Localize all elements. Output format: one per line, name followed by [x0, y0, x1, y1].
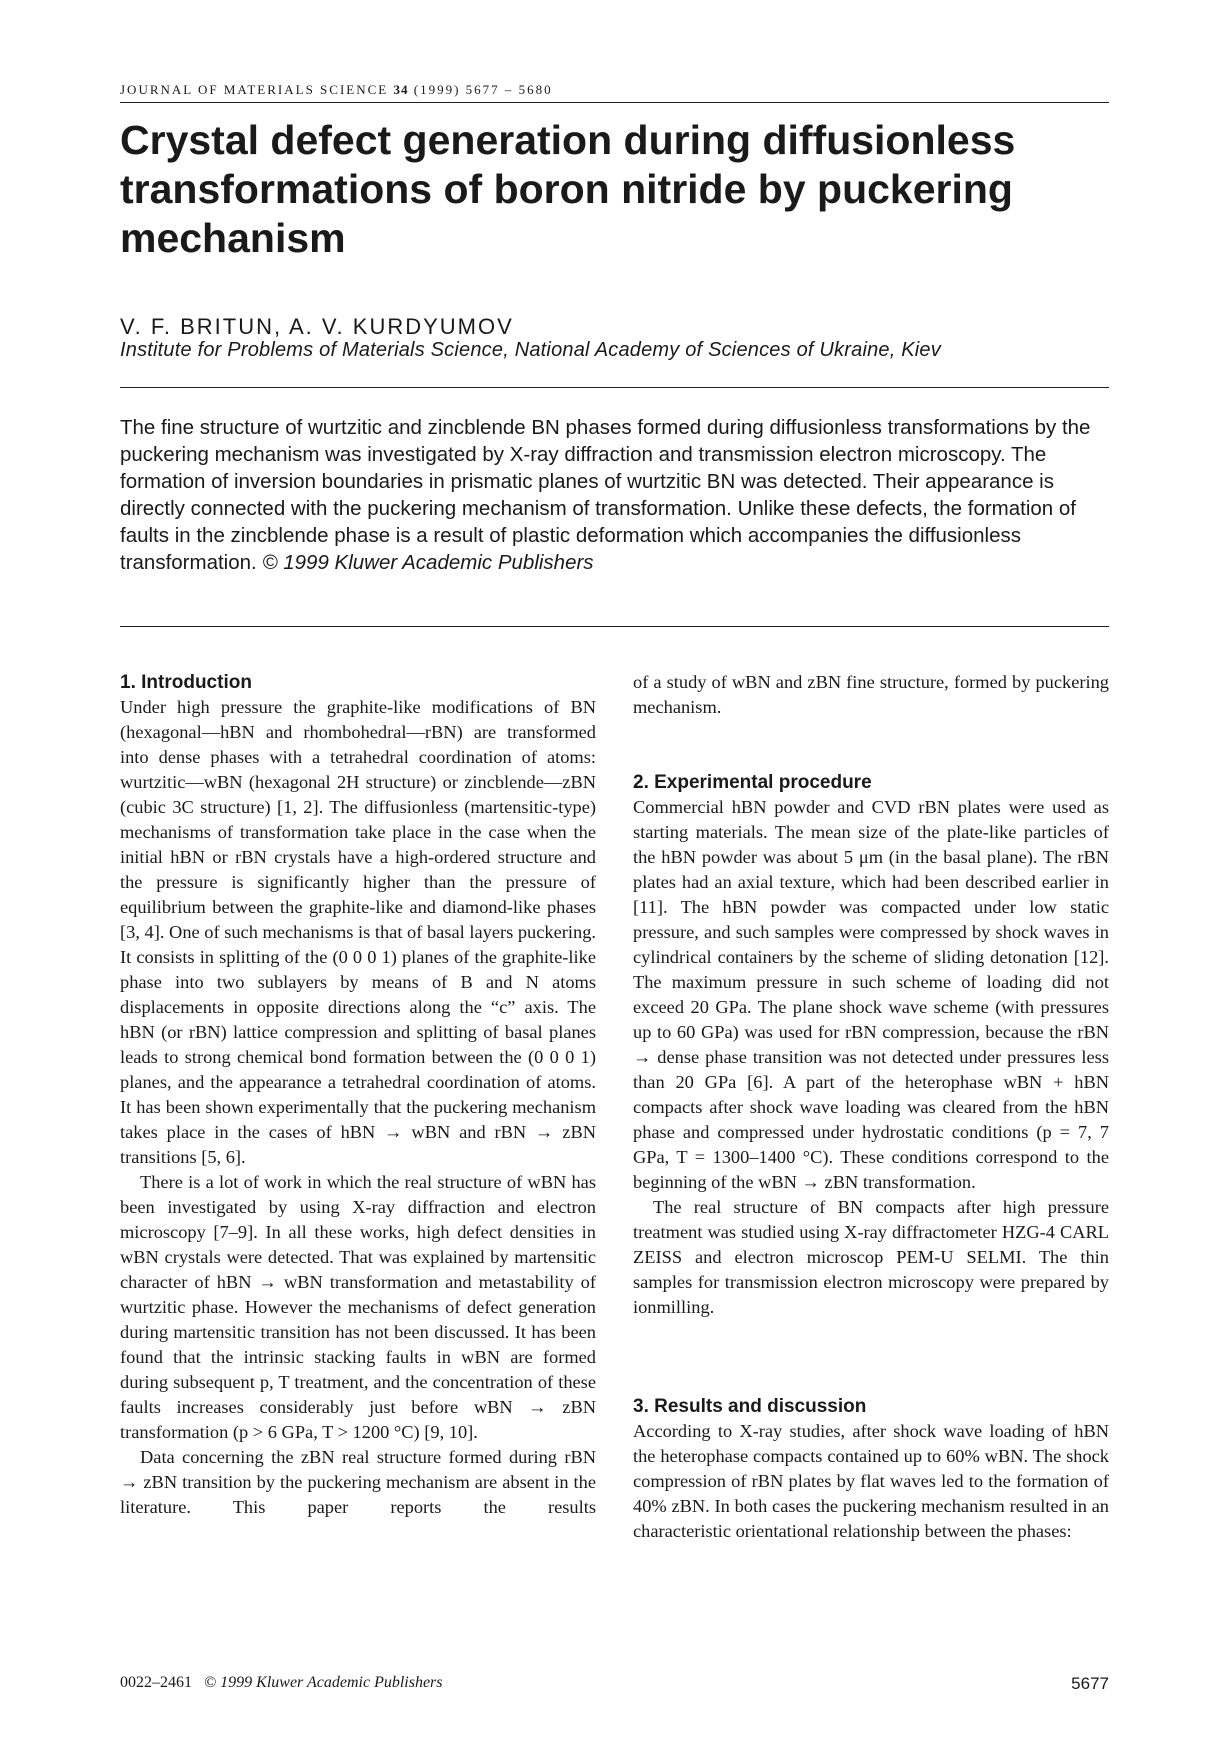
article-affiliation: Institute for Problems of Materials Science, National Academy of Sciences of Ukraine, Kiev: [120, 339, 941, 361]
introduction-heading: 1. Introduction: [120, 672, 252, 693]
experimental-paragraph-2: The real structure of BN compacts after high pressure treatment was studied using X-ray diffractometer HZG-4 CARL ZEISS and electron microscop PEM-U SELMI. The thin samples for transmission electron microscopy were prepared by ionmilling.: [633, 1197, 1109, 1317]
footer-issn-copyright: [120, 1674, 443, 1692]
article-authors: V. F. BRITUN, A. V. KURDYUMOV: [120, 314, 514, 339]
abstract-text: The fine structure of wurtzitic and zincblende BN phases formed during diffusionless transformations by the puckering mechanism was investigated by X-ray diffraction and transmission electron microscopy. The formation of inversion boundaries in prismatic planes of wurtzitic BN was detected. Their appearance is directly connected with the puckering mechanism of transformation. Unlike these defects, the formation of faults in the zincblende phase is a result of plastic deformation which accompanies the diffusionless transformation.: [120, 416, 1091, 574]
introduction-paragraph-3: Data concerning the zBN real structure formed during rBN → zBN transition by the puckering mechanism are absent in the literature. This paper reports the results: [120, 1447, 596, 1517]
journal-header: [120, 82, 1109, 103]
results-heading: 3. Results and discussion: [633, 1396, 867, 1417]
left-column: [120, 670, 596, 1520]
abstract-copyright: © 1999 Kluwer Academic Publishers: [262, 551, 594, 574]
introduction-paragraph-2: There is a lot of work in which the real structure of wBN has been investigated by using X-ray diffraction and electron microscopy [7–9]. In all these works, high defect densities in wBN crystals were detected. That was explained by martensitic character of hBN → wBN transformation and metastability of wurtzitic phase. However the mechanisms of defect generation during martensitic transition has not been discussed. It has been found that the intrinsic stacking faults in wBN are formed during subsequent p, T treatment, and the concentration of these faults increases considerably just before wBN → zBN transformation (p > 6 GPa, T > 1200 °C) [9, 10].: [120, 1172, 596, 1442]
right-column: [633, 670, 1109, 1544]
results-paragraph-1: According to X-ray studies, after shock wave loading of hBN the heterophase compacts contained up to 60% wBN. The shock compression of rBN plates by flat waves led to the formation of 40% zBN. In both cases the puckering mechanism resulted in an characteristic orientational relationship between the phases:: [633, 1421, 1109, 1541]
introduction-paragraph-3-continued: of a study of wBN and zBN fine structure, formed by puckering mechanism.: [633, 672, 1109, 717]
abstract-bottom-divider: [120, 626, 1109, 627]
abstract: [120, 414, 1109, 576]
paper-page: [120, 0, 1109, 1748]
journal-year-pages: (1999) 5677 – 5680: [413, 82, 553, 97]
footer-copyright: © 1999 Kluwer Academic Publishers: [204, 1674, 443, 1691]
experimental-paragraph-1: Commercial hBN powder and CVD rBN plates were used as starting materials. The mean size of the plate-like particles of the hBN powder was about 5 μm (in the basal plane). The rBN plates had an axial texture, which had been described earlier in [11]. The hBN powder was compacted under low static pressure, and such samples were compressed by shock waves in cylindrical containers by the scheme of sliding detonation [12]. The maximum pressure in such scheme of loading did not exceed 20 GPa. The plane shock wave scheme (with pressures up to 60 GPa) was used for rBN compression, because the rBN → dense phase transition was not detected under pressures less than 20 GPa [6]. A part of the heterophase wBN + hBN compacts after shock wave loading was cleared from the hBN phase and compressed under hydrostatic conditions (p = 7, 7 GPa, T = 1300–1400 °C). These conditions correspond to the beginning of the wBN → zBN transformation.: [633, 797, 1109, 1192]
journal-volume: 34: [393, 82, 409, 97]
article-title: Crystal defect generation during diffusionless transformations of boron nitride by puckering mechanism: [120, 117, 1016, 261]
footer-issn: 0022–2461: [120, 1674, 192, 1691]
page-number: 5677: [1071, 1674, 1109, 1693]
journal-name: JOURNAL OF MATERIALS SCIENCE: [120, 82, 389, 97]
abstract-top-divider: [120, 387, 1109, 388]
introduction-paragraph-1: Under high pressure the graphite-like modifications of BN (hexagonal—hBN and rhombohedral—rBN) are transformed into dense phases with a tetrahedral coordination of atoms: wurtzitic—wBN (hexagonal 2H structure) or zincblende—zBN (cubic 3C structure) [1, 2]. The diffusionless (martensitic-type) mechanisms of transformation take place in the case when the initial hBN or rBN crystals have a high-ordered structure and the pressure is significantly higher than the pressure of equilibrium between the graphite-like and diamond-like phases [3, 4]. One of such mechanisms is that of basal layers puckering. It consists in splitting of the (0 0 0 1) planes of the graphite-like phase into two sublayers by means of B and N atoms displacements in opposite directions along the “c” axis. The hBN (or rBN) lattice compression and splitting of basal planes leads to strong chemical bond formation between the (0 0 0 1) planes, and the appearance a tetrahedral coordination of atoms. It has been shown experimentally that the puckering mechanism takes place in the cases of hBN → wBN and rBN → zBN transitions [5, 6].: [120, 697, 596, 1167]
experimental-heading: 2. Experimental procedure: [633, 772, 872, 793]
